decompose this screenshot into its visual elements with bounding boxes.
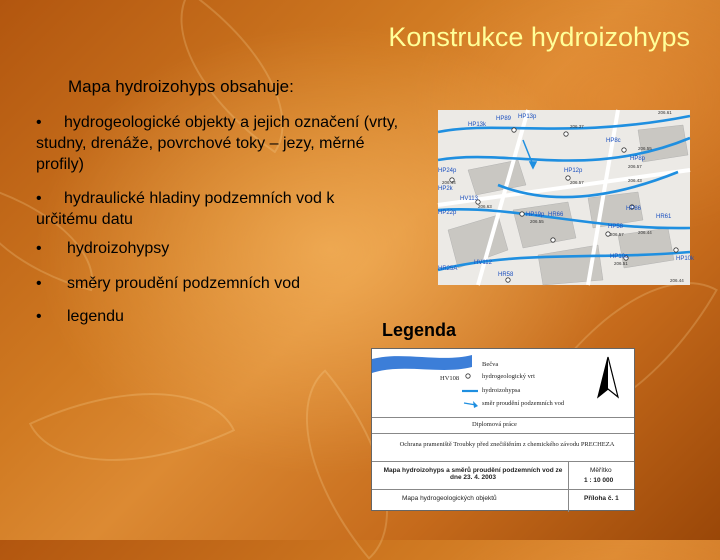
- map-label: HV113: [460, 196, 478, 202]
- bullet-dot: •: [36, 308, 42, 325]
- map-value: 206.61: [658, 110, 672, 115]
- legend-scale-value: 1 : 10 000: [584, 477, 614, 484]
- background-leaf: [29, 346, 235, 509]
- map-label: HR25A: [438, 266, 458, 272]
- map-value: 206.43: [628, 178, 642, 183]
- legend-divider: [372, 461, 634, 462]
- map-label: HP10c: [610, 254, 629, 260]
- legend-item-flow: směr proudění podzemních vod: [482, 400, 565, 407]
- legend-work-type: Diplomová práce: [472, 421, 517, 428]
- map-value: 206.57: [570, 180, 584, 185]
- legend-divider: [372, 417, 634, 418]
- map-value: 206.44: [638, 230, 652, 235]
- map-label: HP22p: [438, 210, 457, 216]
- legend-panel: [371, 348, 635, 511]
- bullet-text: legendu: [67, 308, 124, 325]
- bullet-dot: •: [36, 240, 42, 257]
- map-label: HP13k: [468, 122, 487, 128]
- map-label: HP58: [608, 224, 624, 230]
- legend-map-title: Mapa hydroizohyps a směrů proudění podzemních vod ze dne 23. 4. 2003: [383, 467, 563, 481]
- map-value: 206.57: [610, 232, 624, 237]
- map-value: 206.57: [628, 164, 642, 169]
- map-label: HP19p: [526, 212, 545, 218]
- map-label: HP86: [626, 206, 642, 212]
- legend-annex: Příloha č. 1: [584, 495, 619, 502]
- legend-item-contour: hydroizohypsa: [482, 387, 521, 394]
- bullet-item: [36, 112, 416, 175]
- legend-item-well: hydrogeologický vrt: [482, 373, 535, 380]
- map-value: 206.55: [638, 146, 652, 151]
- map-label: HV112: [474, 260, 492, 266]
- bullet-dot: •: [36, 275, 42, 292]
- bullet-item: [36, 188, 386, 230]
- map-label: HP10k: [676, 256, 695, 262]
- bullet-text: směry proudění podzemních vod: [67, 275, 301, 292]
- legend-divider: [568, 461, 569, 512]
- bullet-text: hydraulické hladiny podzemních vod k určitému datu: [36, 190, 335, 228]
- map-value: 206.63: [478, 204, 492, 209]
- legend-project: Ochrana prameniště Troubky před znečištěním z chemického závodu PRECHEZA: [399, 441, 615, 448]
- legend-heading: Legenda: [382, 320, 457, 340]
- legend-well-label: HV108: [440, 375, 460, 382]
- map-label: HP8p: [630, 156, 646, 162]
- bullet-dot: •: [36, 190, 42, 207]
- map-label: HR66: [548, 212, 564, 218]
- map-value: 206.44: [442, 180, 456, 185]
- legend-scale-label: Měřítko: [590, 467, 612, 474]
- map-label: HR61: [656, 214, 672, 220]
- bullet-text: hydroizohypsy: [67, 240, 170, 257]
- map-label: HP8c: [606, 138, 621, 144]
- map-label: HP13p: [518, 114, 537, 120]
- legend-map-subtitle: Mapa hydrogeologických objektů: [402, 495, 497, 502]
- map-label: HP2k: [438, 186, 453, 192]
- map-label: HP24p: [438, 168, 457, 174]
- bullet-text: hydrogeologické objekty a jejich označení (vrty, studny, drenáže, povrchové toky – jezy, měrné profily): [36, 114, 399, 173]
- legend-divider: [372, 433, 634, 434]
- map-value: 206.37: [570, 124, 584, 129]
- map-label: HP89: [496, 116, 512, 122]
- hydroizohyps-map: [438, 110, 695, 285]
- slide-title: Konstrukce hydroizohyps: [388, 22, 690, 52]
- map-graphic: [438, 110, 695, 285]
- bullet-dot: •: [36, 114, 42, 131]
- map-label: HR58: [498, 272, 514, 278]
- legend-item-river: Bečva: [482, 361, 499, 368]
- map-label: HP12p: [564, 168, 583, 174]
- map-value: 206.51: [614, 261, 628, 266]
- intro-text: Mapa hydroizohyps obsahuje:: [68, 77, 294, 96]
- legend-divider: [372, 489, 634, 490]
- map-value: 206.44: [670, 278, 684, 283]
- map-value: 206.55: [530, 219, 544, 224]
